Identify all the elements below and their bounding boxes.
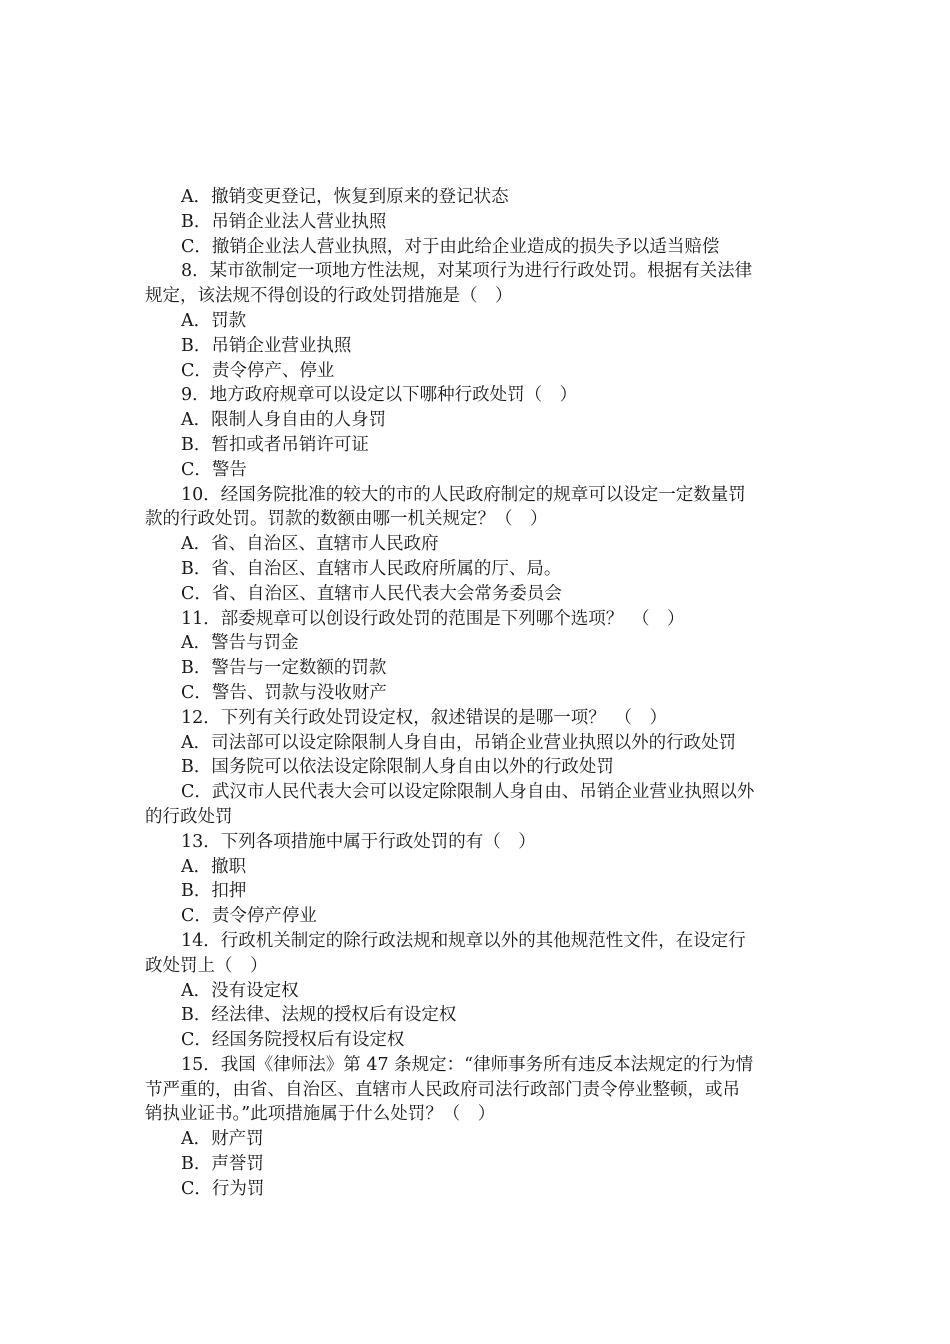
text-line: C．责令停产停业: [181, 906, 317, 927]
text-line: 规定，该法规不得创设的行政处罚措施是（ ）: [145, 286, 513, 307]
text-line: B．省、自治区、直辖市人民政府所属的厅、局。: [181, 558, 562, 579]
text-line: B．吊销企业营业执照: [181, 335, 352, 356]
text-line: C．经国务院授权后有设定权: [181, 1030, 405, 1051]
text-line: A．省、自治区、直辖市人民政府: [181, 534, 439, 555]
text-line: 15．我国《律师法》第 47 条规定：“律师事务所有违反本法规定的行为情: [181, 1054, 754, 1075]
text-line: A．财产罚: [181, 1129, 264, 1150]
text-line: B．经法律、法规的授权后有设定权: [181, 1005, 457, 1026]
text-line: 销执业证书。”此项措施属于什么处罚？（ ）: [145, 1104, 496, 1125]
text-line: C．警告: [181, 459, 247, 480]
text-line: B．警告与一定数额的罚款: [181, 658, 387, 679]
text-line: A．警告与罚金: [181, 633, 299, 654]
text-line: 9．地方政府规章可以设定以下哪种行政处罚（ ）: [181, 385, 578, 406]
text-line: C．撤销企业法人营业执照，对于由此给企业造成的损失予以适当赔偿: [181, 236, 720, 257]
text-line: A．没有设定权: [181, 980, 299, 1001]
text-line: C．行为罚: [181, 1178, 265, 1199]
text-line: B．暂扣或者吊销许可证: [181, 434, 369, 455]
text-line: B．吊销企业法人营业执照: [181, 211, 387, 232]
text-line: A．撤销变更登记，恢复到原来的登记状态: [181, 187, 509, 207]
text-line: B．扣押: [181, 881, 247, 902]
text-line: C．武汉市人民代表大会可以设定除限制人身自由、吊销企业营业执照以外: [181, 782, 755, 803]
text-line: 政处罚上（ ）: [145, 955, 268, 976]
text-line: 节严重的，由省、自治区、直辖市人民政府司法行政部门责令停业整顿，或吊: [145, 1079, 740, 1100]
text-line: A．限制人身自由的人身罚: [181, 410, 387, 431]
text-line: A．撤职: [181, 856, 247, 877]
text-line: 8．某市欲制定一项地方性法规，对某项行为进行行政处罚。根据有关法律: [181, 261, 753, 282]
text-line: 12．下列有关行政处罚设定权，叙述错误的是哪一项？ （ ）: [181, 707, 668, 728]
text-line: 的行政处罚: [145, 806, 233, 827]
text-line: C．责令停产、停业: [181, 360, 335, 381]
text-line: B．声誉罚: [181, 1154, 264, 1175]
text-line: 14．行政机关制定的除行政法规和规章以外的其他规范性文件，在设定行: [181, 930, 746, 951]
text-line: 10．经国务院批准的较大的市的人民政府制定的规章可以设定一定数量罚: [181, 484, 746, 505]
document-body: [145, 185, 815, 1202]
text-line: 11．部委规章可以创设行政处罚的范围是下列哪个选项？ （ ）: [181, 608, 685, 629]
text-line: B．国务院可以依法设定除限制人身自由以外的行政处罚: [181, 757, 614, 778]
text-line: 13．下列各项措施中属于行政处罚的有（ ）: [181, 831, 536, 852]
text-line: C．省、自治区、直辖市人民代表大会常务委员会: [181, 583, 562, 604]
text-line: 款的行政处罚。罚款的数额由哪一机关规定？（ ）: [145, 509, 548, 530]
text-line: A．罚款: [181, 310, 247, 331]
text-line: C．警告、罚款与没收财产: [181, 682, 387, 703]
text-line: A．司法部可以设定除限制人身自由，吊销企业营业执照以外的行政处罚: [181, 732, 737, 753]
